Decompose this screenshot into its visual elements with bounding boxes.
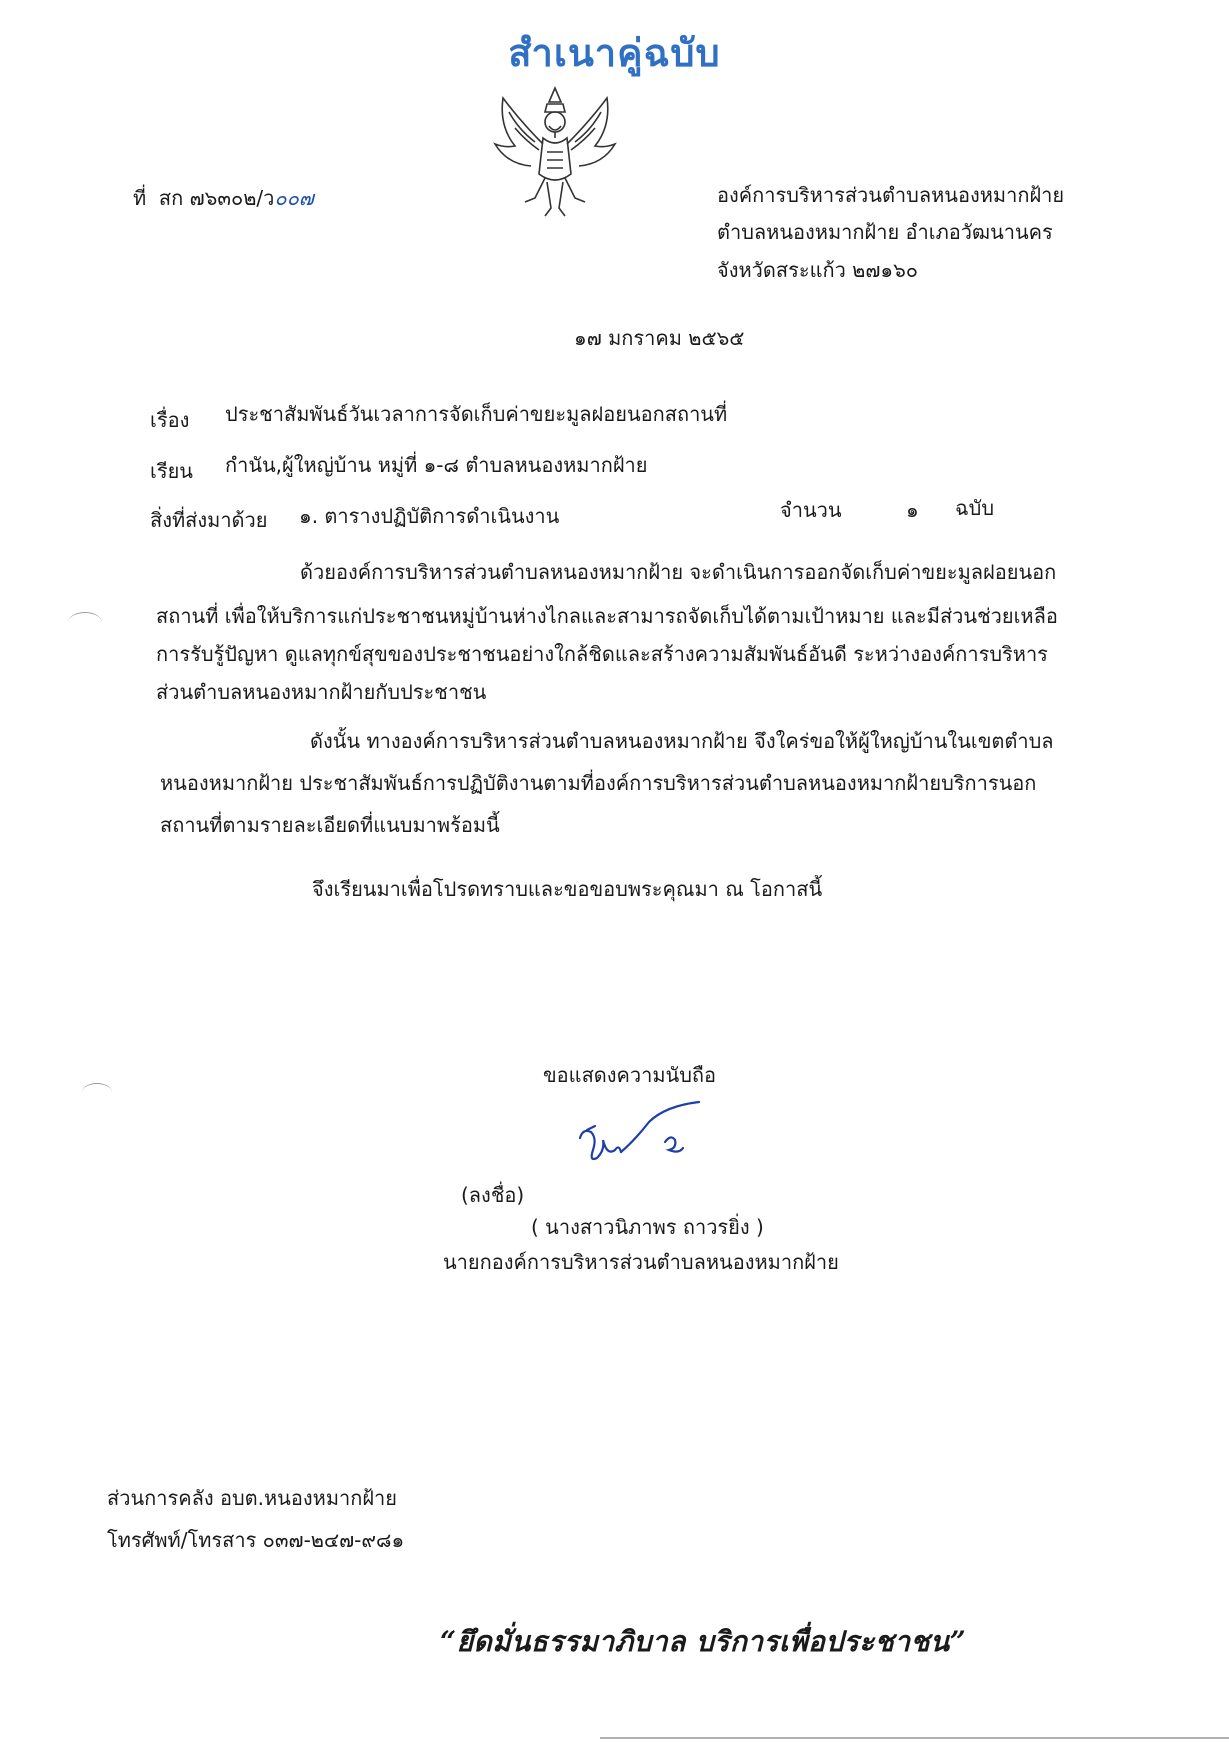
ref-label: ที่ [133,186,147,210]
body-para1-line3: การรับรู้ปัญหา ดูแลทุกข์สุขของประชาชนอย่างใกล้ชิดและสร้างความสัมพันธ์อันดี ระหว่างองค์การบริหาร [156,642,1048,666]
closing-salutation: ขอแสดงความนับถือ [543,1063,717,1087]
footer-phone: โทรศัพท์/โทรสาร ๐๓๗-๒๔๗-๙๘๑ [107,1528,405,1552]
handwritten-signature [575,1100,705,1182]
footer-department: ส่วนการคลัง อบต.หนองหมากฝ้าย [107,1486,398,1510]
enclosure-qty-unit: ฉบับ [955,496,995,520]
subject-label: เรื่อง [150,408,190,432]
recipient-label: เรียน [150,459,193,483]
scan-edge-line [600,1737,1229,1739]
sender-address-line3: จังหวัดสระแก้ว ๒๗๑๖๐ [717,258,918,282]
body-para2-line3: สถานที่ตามรายละเอียดที่แนบมาพร้อมนี้ [160,813,500,837]
body-para1-line1: ด้วยองค์การบริหารส่วนตำบลหนองหมากฝ้าย จะดำเนินการออกจัดเก็บค่าขยะมูลฝอยนอก [300,560,1057,584]
copy-stamp: สำเนาคู่ฉบับ [508,31,721,75]
enclosure-qty-label: จำนวน [780,498,842,522]
reference-number [133,186,314,210]
closing-paragraph: จึงเรียนมาเพื่อโปรดทราบและขอขอบพระคุณมา ณ โอกาสนี้ [312,877,823,901]
sender-address-line1: องค์การบริหารส่วนตำบลหนองหมากฝ้าย [717,183,1065,207]
motto: “ยึดมั่นธรรมาภิบาล บริการเพื่อประชาชน” [440,1625,967,1658]
garuda-emblem-icon [485,82,625,222]
signer-name: ( นางสาวนิภาพร ถาวรยิ่ง ) [531,1215,764,1239]
recipient-text: กำนัน,ผู้ใหญ่บ้าน หมู่ที่ ๑-๘ ตำบลหนองหมากฝ้าย [225,453,648,477]
ref-handwritten-number: ๐๐๗ [274,186,314,210]
enclosure-qty-value: ๑ [906,498,919,522]
sender-address-line2: ตำบลหนองหมากฝ้าย อำเภอวัฒนานคร [717,220,1053,244]
letter-date: ๑๗ มกราคม ๒๕๖๕ [574,326,745,350]
body-para1-line4: ส่วนตำบลหนองหมากฝ้ายกับประชาชน [156,680,487,704]
sign-label: (ลงชื่อ) [461,1183,525,1207]
scan-hole-mark [68,612,102,633]
enclosure-label: สิ่งที่ส่งมาด้วย [150,508,268,532]
signer-position: นายกองค์การบริหารส่วนตำบลหนองหมากฝ้าย [443,1250,839,1274]
body-para2-line2: หนองหมากฝ้าย ประชาสัมพันธ์การปฏิบัติงานตามที่องค์การบริหารส่วนตำบลหนองหมากฝ้ายบริการนอก [160,771,1037,795]
ref-code: สก ๗๖๓๐๒/ว [158,186,275,210]
enclosure-item: ๑. ตารางปฏิบัติการดำเนินงาน [299,504,560,528]
body-para1-line2: สถานที่ เพื่อให้บริการแก่ประชาชนหมู่บ้านห่างไกลและสามารถจัดเก็บได้ตามเป้าหมาย และมีส่วนช่วยเหลือ [156,604,1058,628]
body-para2-line1: ดังนั้น ทางองค์การบริหารส่วนตำบลหนองหมากฝ้าย จึงใคร่ขอให้ผู้ใหญ่บ้านในเขตตำบล [310,729,1054,753]
subject-text: ประชาสัมพันธ์วันเวลาการจัดเก็บค่าขยะมูลฝอยนอกสถานที่ [225,402,728,426]
scan-hole-mark [82,1083,112,1102]
